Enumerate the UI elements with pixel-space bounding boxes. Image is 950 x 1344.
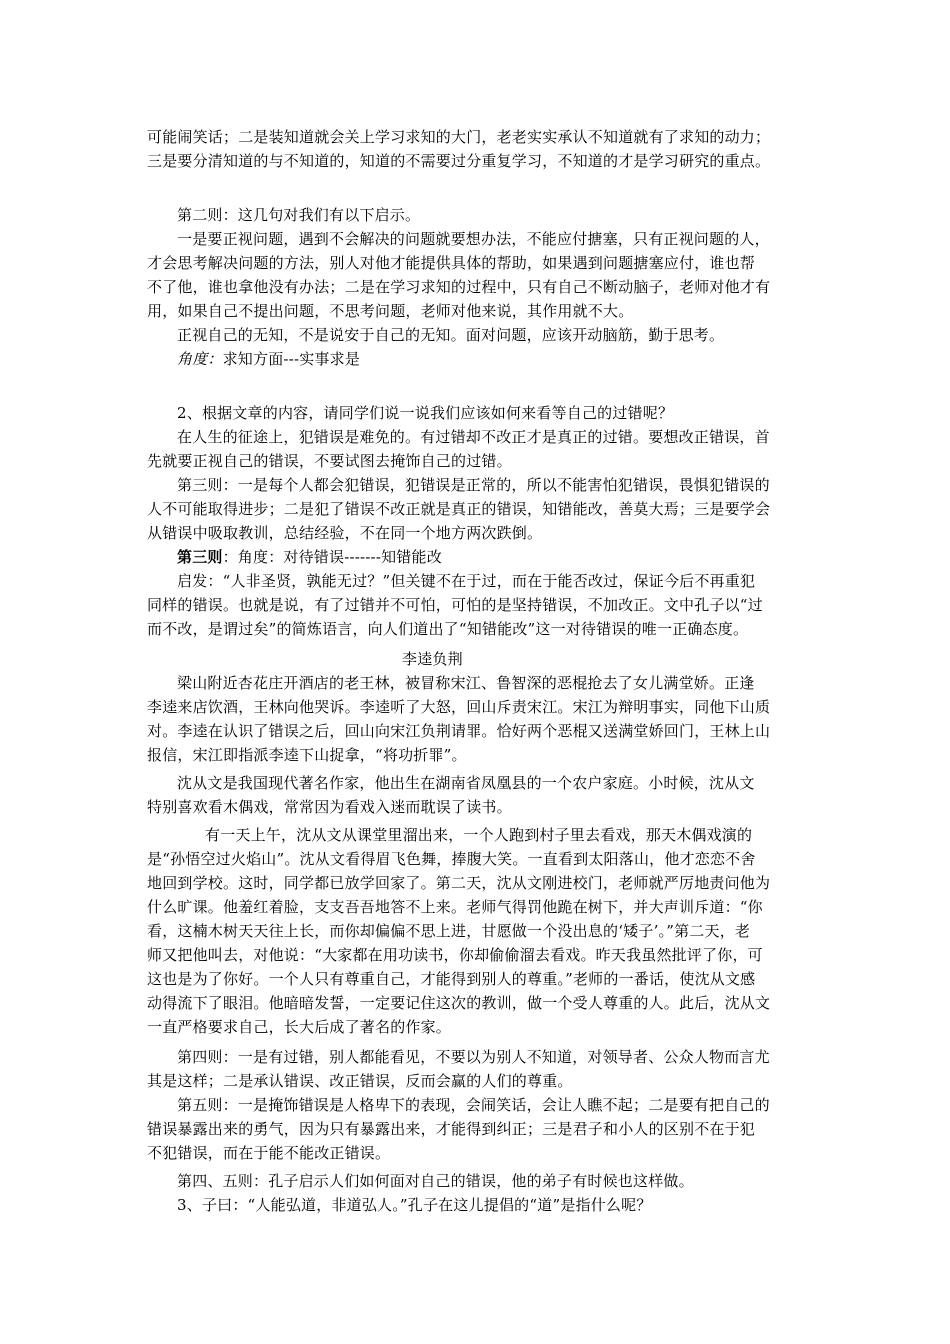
text-line: 而不改，是谓过矣”的简炼语言，向人们道出了“知错能改”这一对待错误的唯一正确态度。 bbox=[147, 620, 749, 638]
text-line: 不了他，谁也拿他没有办法；二是在学习求知的过程中，只有自己不断动脑子，老师对他才有 bbox=[147, 278, 771, 296]
question-line: 3、子曰：“人能弘道，非道弘人。”孔子在这儿提倡的“道”是指什么呢？ bbox=[177, 1196, 652, 1214]
text-line: 其是这样；二是承认错误、改正错误，反而会赢的人们的尊重。 bbox=[147, 1072, 573, 1090]
text-line: 特别喜欢看木偶戏，常常因为看戏入迷而耽误了读书。 bbox=[147, 798, 512, 816]
text-line: 三是要分清知道的与不知道的，知道的不需要过分重复学习，不知道的才是学习研究的重点。 bbox=[147, 152, 771, 170]
text-line: 正视自己的无知，不是说安于自己的无知。面对问题，应该开动脑筋，勤于思考。 bbox=[177, 326, 725, 344]
text-line: 同样的错误。也就是说，有了过错并不可怕，可怕的是坚持错误，不加改正。文中孔子以“过 bbox=[147, 596, 763, 614]
text-line: 沈从文是我国现代著名作家，他出生在湖南省凤凰县的一个农户家庭。小时候，沈从文 bbox=[177, 774, 755, 792]
text-line: 梁山附近杏花庄开酒店的老王林，被冒称宋江、鲁智深的恶棍抢去了女儿满堂娇。正逢 bbox=[177, 674, 755, 692]
text-line: 先就要正视自己的错误，不要试图去掩饰自己的过错。 bbox=[147, 452, 512, 470]
text-line: 是“孙悟空过火焰山”。沈从文看得眉飞色舞，捧腹大笑。一直看到太阳落山，他才恋恋不舍 bbox=[147, 850, 756, 868]
text-line: 从错误中吸取教训，总结经验，不在同一个地方两次跌倒。 bbox=[147, 524, 543, 542]
angle-label: 角度： bbox=[177, 350, 223, 368]
text-line: 用，如果自己不提出问题，不思考问题，老师对他来说，其作用就不大。 bbox=[147, 302, 634, 320]
text-line: 一直严格要求自己，长大后成了著名的作家。 bbox=[147, 1018, 452, 1036]
angle-text: 求知方面---实事求是 bbox=[222, 350, 361, 368]
text-line: 报信，宋江即指派李逵下山捉拿，“将功折罪”。 bbox=[147, 746, 467, 764]
text-line: 启发：“人非圣贤，孰能无过？”但关键不在于过，而在于能否改过，保证今后不再重犯 bbox=[177, 572, 756, 590]
text-line: 什么旷课。他羞红着脸，支支吾吾地答不上来。老师气得罚他跪在树下，并大声训斥道：“你 bbox=[147, 898, 763, 916]
story-title: 李逵负荆 bbox=[402, 650, 463, 668]
text-line: 第四、五则：孔子启示人们如何面对自己的错误，他的弟子有时候也这样做。 bbox=[177, 1172, 694, 1190]
angle-line bbox=[177, 348, 837, 371]
text-line: 才会思考解决问题的方法，别人对他才能提供具体的帮助，如果遇到问题搪塞应付，谁也帮 bbox=[147, 254, 756, 272]
text-line: 第二则：这几句对我们有以下启示。 bbox=[177, 206, 421, 224]
text-line: 在人生的征途上，犯错误是难免的。有过错却不改正才是真正的过错。要想改正错误，首 bbox=[177, 428, 770, 446]
text-line: 错误暴露出来的勇气，因为只有暴露出来，才能得到纠正；三是君子和小人的区别不在于犯 bbox=[147, 1120, 756, 1138]
text-line: 不犯错误，而在于能不能改正错误。 bbox=[147, 1144, 391, 1162]
text-line: 地回到学校。这时，同学都已放学回家了。第二天，沈从文刚进校门，老师就严厉地责问他为 bbox=[147, 874, 771, 892]
section-label: 第三则 bbox=[177, 548, 223, 566]
text-line: 动得流下了眼泪。他暗暗发誓，一定要记住这次的教训，做一个受人尊重的人。此后，沈从文 bbox=[147, 994, 771, 1012]
question-line: 2、根据文章的内容，请同学们说一说我们应该如何来看等自己的过错呢？ bbox=[177, 404, 674, 422]
text-line: 看，这楠木树天天往上长，而你却偏偏不思上进，甘愿做一个没出息的‘矮子’。”第二天，老 bbox=[147, 922, 751, 940]
text-line: 师又把他叫去，对他说：“大家都在用功读书，你却偷偷溜去看戏。昨天我虽然批评了你，可 bbox=[147, 946, 763, 964]
text-line: 第四则：一是有过错，别人都能看见，不要以为别人不知道，对领导者、公众人物而言尤 bbox=[177, 1048, 770, 1066]
text-line: 这也是为了你好。一个人只有尊重自己，才能得到别人的尊重。”老师的一番话，使沈从文感 bbox=[147, 970, 756, 988]
text-line: 对。李逵在认识了错误之后，回山向宋江负荆请罪。恰好两个恶棍又送满堂娇回门，王林上山 bbox=[147, 722, 771, 740]
text-line: 李逵来店饮酒，王林向他哭诉。李逵听了大怒，回山斥责宋江。宋江为辩明事实，同他下山质 bbox=[147, 698, 771, 716]
text-line: 一是要正视问题，遇到不会解决的问题就要想办法，不能应付搪塞，只有正视问题的人， bbox=[177, 230, 770, 248]
angle-line bbox=[177, 546, 837, 569]
text-line: 人不可能取得进步；二是犯了错误不改正就是真正的错误，知错能改，善莫大焉；三是要学会 bbox=[147, 500, 771, 518]
angle-text: ：角度：对待错误-------知错能改 bbox=[222, 548, 442, 566]
text-line: 有一天上午，沈从文从课堂里溜出来，一个人跑到村子里去看戏，那天木偶戏演的 bbox=[205, 826, 753, 844]
text-line: 可能闹笑话；二是装知道就会关上学习求知的大门，老老实实承认不知道就有了求知的动力； bbox=[147, 128, 771, 146]
text-line: 第五则：一是掩饰错误是人格卑下的表现，会闹笑话，会让人瞧不起；二是要有把自己的 bbox=[177, 1096, 770, 1114]
text-line: 第三则：一是每个人都会犯错误，犯错误是正常的，所以不能害怕犯错误，畏惧犯错误的 bbox=[177, 476, 770, 494]
